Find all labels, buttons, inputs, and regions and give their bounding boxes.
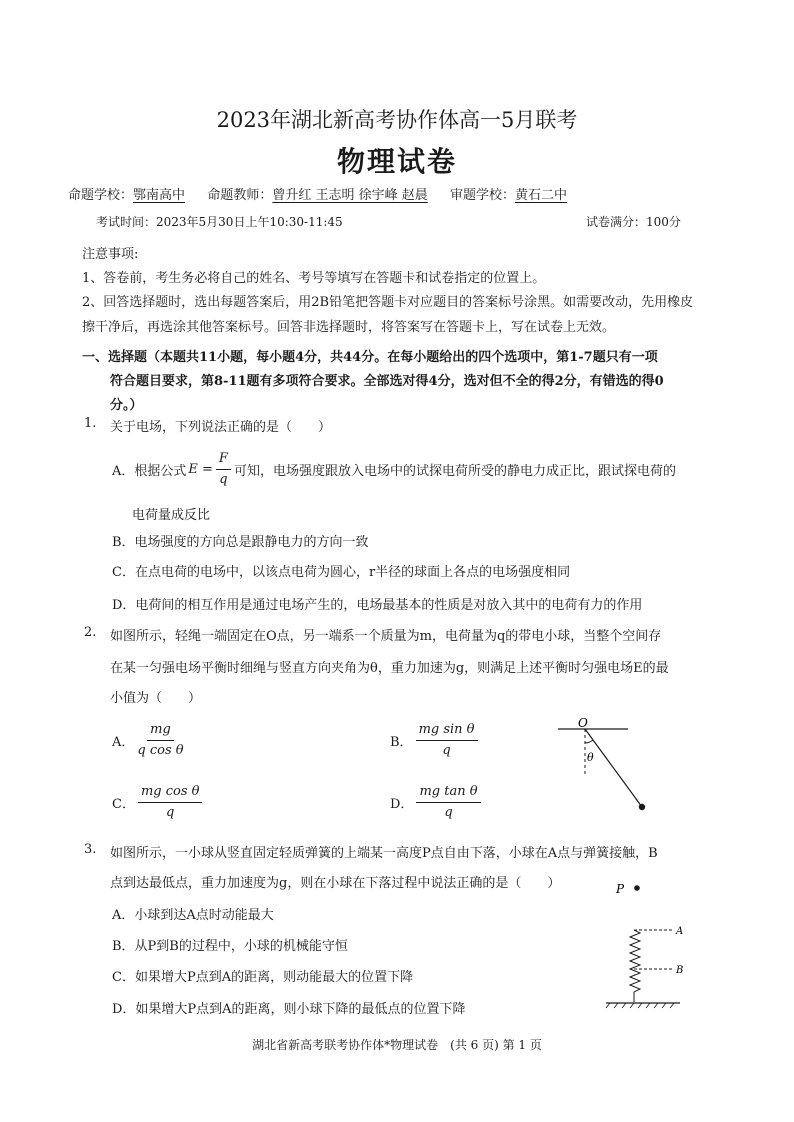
q2-option-b — [390, 722, 481, 759]
q2-option-c — [112, 784, 205, 821]
q3-spring — [630, 930, 640, 1002]
q2-ball — [639, 804, 645, 810]
section1-line1: 一、选择题（本题共11小题，每小题4分，共44分。在每小题给出的四个选项中，第1-7题只有一项 — [82, 350, 658, 365]
q1-option-b: B．电场强度的方向总是跟静电力的方向一致 — [112, 535, 369, 550]
q1-stem: 关于电场，下列说法正确的是（ ） — [110, 420, 332, 435]
q1-option-d: D．电荷间的相互作用是通过电场产生的，电场最基本的性质是对放入其中的电荷有力的作用 — [112, 598, 643, 613]
q2-d-label: D． — [390, 797, 414, 812]
q2-line3: 小值为（ ） — [110, 691, 202, 706]
q2-angle-arc — [585, 740, 593, 743]
q1-a-line2: 电荷量成反比 — [132, 508, 211, 523]
q1-a-denominator: q — [219, 472, 228, 487]
q2-c-label: C． — [112, 797, 135, 812]
q1-option-c: C．在点电荷的电场中，以该点电荷为圆心，r半径的球面上各点的电场强度相同 — [112, 565, 571, 580]
q2-line2: 在某一匀强电场平衡时细绳与竖直方向夹角为θ，重力加速为g，则满足上述平衡时匀强电场E的最 — [110, 661, 669, 676]
author-line — [68, 184, 567, 203]
q3-line2: 点到达最低点，重力加速度为g，则在小球在下落过程中说法正确的是（ ） — [110, 876, 561, 891]
exam-time: 考试时间：2023年5月30日上午10:30-11:45 — [96, 215, 343, 229]
q3-number: 3. — [84, 842, 97, 857]
teacher-label: 命题教师： — [207, 188, 273, 203]
q3-point-a-label: A — [676, 926, 684, 937]
q3-option-d: D．如果增大P点到A的距离，则小球下降的最低点的位置下降 — [112, 1002, 466, 1017]
q2-line1: 如图所示，轻绳一端固定在O点，另一端系一个质量为m，电荷量为q的带电小球，当整个空间存 — [110, 629, 662, 644]
school-name: 鄂南高中 — [133, 188, 186, 203]
note-1: 1、答卷前，考生务必将自己的姓名、考号等填写在答题卡和试卷指定的位置上。 — [82, 271, 546, 286]
q1-number: 1. — [84, 416, 97, 431]
q3-option-b: B．从P到B的过程中，小球的机械能守恒 — [112, 939, 348, 954]
teacher-names: 曾升红 王志明 徐宇峰 赵晨 — [272, 188, 428, 203]
q3-point-b-label: B — [676, 965, 684, 976]
note-2-line1: 2、回答选择题时，选出每题答案后，用2B铅笔把答题卡对应题目的答案标号涂黑。如需要改动，先用橡皮 — [82, 295, 694, 310]
school-label: 命题学校： — [68, 188, 134, 203]
notes-heading: 注意事项: — [82, 247, 139, 262]
subject-title: 物理试卷 — [336, 145, 457, 178]
q2-theta-label: θ — [587, 751, 594, 764]
q2-a-denominator: q cos θ — [137, 743, 184, 758]
q2-option-a — [112, 722, 187, 759]
q3-option-c: C．如果增大P点到A的距离，则动能最大的位置下降 — [112, 970, 414, 985]
section1-line3: 分。） — [110, 398, 143, 413]
note-2-line2: 擦干净后，再选涂其他答案标号。回答非选择题时，将答案写在答题卡上，写在试卷上无效。 — [82, 320, 616, 335]
q2-a-label: A． — [112, 735, 135, 750]
q3-ground-hatching — [606, 1003, 674, 1008]
q1-a-numerator: F — [216, 451, 231, 470]
q1-a-fraction — [216, 451, 231, 488]
q2-c-denominator: q — [166, 805, 175, 820]
section1-line2: 符合题目要求，第8-11题有多项符合要求。全部选对得4分，选对但不全的得2分，有错选的得0 — [110, 374, 664, 389]
q2-d-numerator: mg tan θ — [416, 784, 480, 803]
q3-spring-figure — [600, 876, 696, 1012]
full-score: 试卷满分：100分 — [586, 215, 681, 229]
q2-string — [585, 729, 642, 807]
page-footer: 湖北省新高考联考协作体*物理试卷 (共 6 页) 第 1 页 — [252, 1038, 542, 1052]
q2-b-numerator: mg sin θ — [416, 722, 478, 741]
q2-b-denominator: q — [442, 743, 451, 758]
q2-d-denominator: q — [444, 805, 453, 820]
q1-a-prefix: A．根据公式 — [112, 464, 187, 479]
q2-pendulum-figure — [550, 716, 650, 816]
exam-title: 2023年湖北新高考协作体高一5月联考 — [216, 108, 578, 132]
reviewer-school: 黄石二中 — [515, 188, 568, 203]
q3-option-a: A．小球到达A点时动能最大 — [112, 908, 274, 923]
q2-a-numerator: mg — [147, 722, 174, 741]
reviewer-label: 审题学校： — [450, 188, 516, 203]
q1-a-formula-lhs: E = — [188, 462, 213, 477]
q2-c-numerator: mg cos θ — [138, 784, 203, 803]
q2-number: 2. — [84, 625, 97, 640]
q2-option-d — [390, 784, 484, 821]
q3-line1: 如图所示，一小球从竖直固定轻质弹簧的上端某一高度P点自由下落，小球在A点与弹簧接触，B — [110, 846, 658, 861]
q1-option-a — [112, 451, 676, 488]
q2-b-label: B． — [390, 735, 413, 750]
q3-point-p-label: P — [616, 882, 625, 896]
q2-point-o-label: O — [578, 716, 588, 730]
q3-ball — [634, 885, 640, 891]
q1-a-rest: 可知，电场强度跟放入电场中的试探电荷所受的静电力成正比，跟试探电荷的 — [233, 464, 676, 479]
